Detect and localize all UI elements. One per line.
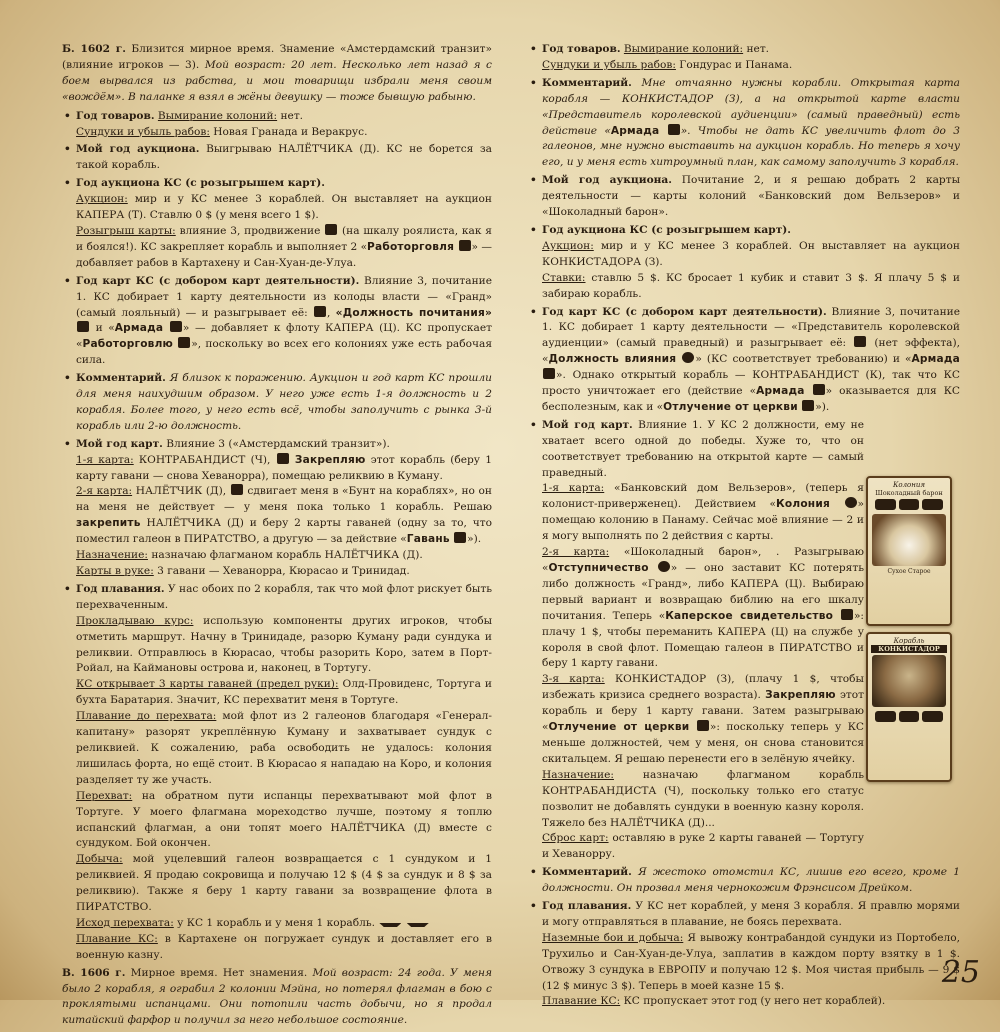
year-1606-entry: В. 1606 г. Мирное время. Нет знамения. Мой возраст: 24 года. У меня было 2 корабля, я ограбил 2 колонии Мэйна, но потерял флагман в бою с проклятыми испанцами. Они потопили часть добычи, но я продал китайский фарфор и получил за него небольшое состояние. [62, 966, 492, 1027]
ship-armada-icon [543, 368, 555, 379]
my-cards-year-item: • Мой год карт. Влияние 3 («Амстердамский транзит»). 1-я карта: КОНТРАБАНДИСТ (Ч), Закрепляю этот корабль (беру 1 карту гавани — снова Хеванорра), помещаю реликвию в Куману. 2-я карта: НАЛЁТЧИК (Д), сдвигает меня в «Бунт на кораблях», но он на меня не действует — у меня пока только 1 корабль. Решаю закрепить НАЛЁТЧИКА (Д) и беру 2 карты гаваней (одну за то, что поместил галеон в ПИРАТСТВО, а другую — за действие «Гавань »). Назначение: назначаю флагманом корабль НАЛЁТЧИКА (Д). Карты в руке: 3 гавани — Хеванорра, Кюрасао и Тринидад. [62, 437, 492, 580]
comment-item-2: • Комментарий. Мне отчаянно нужны корабли. Открытая карта корабля — КОНКИСТАДОР (З), а на открытой карте власти «Представитель королевской аудиенции» (самый праведный) есть действие «Армада ». Чтобы не дать КС увеличить флот до 3 галеонов, мне нужно выставить на аукцион корабль. Но теперь я хочу его, и у меня есть хитроумный план, как самому заполучить 3 корабля. [528, 76, 960, 171]
ks-cards-year-item-2: • Год карт КС (с добором карт деятельности). Влияние 3, почитание 1. КС добирает 1 карту деятельности — «Представитель королевской аудиенции» (самый праведный) и разыгрывает её: (нет эффекта), «Должность влияния » (КС соответствует требованию) и «Армада ». Однако открытый корабль — КОНТРАБАНДИСТ (К), так что КС просто уничтожает его (действие «Армада » оказывается для КС бесполезным, как и «Отлучение от церкви »). [528, 305, 960, 416]
ship-armada-icon [668, 124, 680, 135]
ship-icon [407, 917, 429, 927]
ks-auction-item: • Год аукциона КС (с розыгрышем карт). Аукцион: мир и у КС менее 3 кораблей. Он выставляет на аукцион КАПЕРА (Т). Ставлю 0 $ (у меня всего 1 $). Розыгрыш карты: влияние 3, продвижение (на шкалу роялиста, как я и боялся!). КС закрепляет корабль и выполняет 2 «Работорговля » — добавляет рабов в Картахену и Сан-Хуан-де-Улуа. [62, 176, 492, 271]
slave-icon [459, 240, 471, 251]
ks-cards-year-item: • Год карт КС (с добором карт деятельности). Влияние 3, почитание 1. КС добирает 1 карту деятельности из колоды власти — «Гранд» (самый лояльный) — и разыгрывает её: , «Должность почитания» и «Армада » — добавляет к флоту КАПЕРА (Ц). КС пропускает «Работорговлю », поскольку во всех его колониях уже есть рабочая сила. [62, 274, 492, 369]
apostasy-icon [658, 561, 670, 572]
comment-item: • Комментарий. Я близок к поражению. Аукцион и год карт КС прошли для меня наихудшим образом. У него уже есть 1-я должность и 2 корабля. Более того, у него есть всё, чтобы заполучить с рынка 3-й корабль или 2-ю должность. [62, 371, 492, 435]
anchor-icon [277, 453, 289, 464]
my-auction-item-2: • Мой год аукциона. Почитание 2, и я решаю добрать 2 карты деятельности — карты колоний «Банковский дом Вельзеров» и «Шоколадный барон». [528, 173, 960, 221]
colony-icon [845, 497, 857, 508]
page-number: 25 [941, 955, 980, 990]
goods-year-item-2: • Год товаров. Вымирание колоний: нет. Сундуки и убыль рабов: Гондурас и Панама. [528, 42, 960, 74]
left-column [62, 42, 492, 1032]
colony-card-chocolate-baron: Колония Шоколадный барон Сухое Старое [866, 476, 952, 626]
my-auction-item: • Мой год аукциона. Выигрываю НАЛЁТЧИКА (Д). КС не борется за такой корабль. [62, 142, 492, 174]
sailing-year-item: • Год плавания. У нас обоих по 2 корабля, так что мой флот рискует быть перехваченным. Прокладываю курс: использую компоненты других игроков, чтобы отметить маршрут. Начну в Тринидаде, разорю Куману ради сундука и реликвии. Отправлюсь в Кюрасао, чтобы разорить Коро, затем в Порт-Ройал, на Каймановы острова и, наконец, в Тортугу. КС открывает 3 карты гаваней (предел руки): Олд-Провиденс, Тортуга и бухта Баратария. Значит, КС перехватит меня в Тортуге. Плавание до перехвата: мой флот из 2 галеонов благодаря «Генерал-капитану» разорят укреплённую Куману и захватывает сундук с реликвией. К сожалению, раба освободить не удалось: колония лишилась форта, но ещё стоит. В Кюрасао я нападаю на Коро, и колония разделяет ту же участь. Перехват: на обратном пути испанцы перехватывают мой флот в Тортуге. У моего флагмана мореходство лучше, поэтому я топлю испанский флагман, а они топят моего НАЛЁТЧИКА (Д) вместе с сундуком. Бой окончен. Добыча: мой уцелевший галеон возвращается с 1 сундуком и 1 реликвией. Я продаю сокровища и получаю 12 $ (4 $ за сундук и 8 $ за реликвию). Также я беру 1 карту гавани за возвращение флота в ПИРАТСТВО. Исход перехвата: у КС 1 корабль и у меня 1 корабль. Плавание КС: в Картахене он погружает сундук и доставляет его в военную казну. [62, 582, 492, 964]
mutiny-icon [231, 484, 243, 495]
coffee-cup-art [872, 514, 946, 566]
conquistador-portrait-art [872, 655, 946, 707]
year-1602-entry: Б. 1602 г. Близится мирное время. Знамение «Амстердамский транзит» (влияние игроков — 3). Мой возраст: 20 лет. Несколько лет назад я с боем вырвался из рабства, и мои товарищи избрали меня своим «вождём». В паланке я взял в жёны девушку — тоже бывшую рабыню. [62, 43, 492, 103]
bible-icon [77, 321, 89, 332]
fleur-de-lis-icon [314, 306, 326, 317]
comment-item-3: • Комментарий. Я жестоко отомстил КС, лишив его всего, кроме 1 должности. Он прозвал меня чернокожим Фрэнсисом Дрейком. [528, 865, 960, 897]
harbor-icon [454, 532, 466, 543]
influence-icon [682, 352, 694, 363]
cross-icon [697, 720, 709, 731]
slave-icon [178, 337, 190, 348]
ship-armada-icon [813, 384, 825, 395]
ship-armada-icon [170, 321, 182, 332]
ship-card-conquistador: Корабль КОНКИСТАДОР [866, 632, 952, 782]
fleur-de-lis-icon [325, 224, 337, 235]
card-icons [871, 709, 947, 724]
ks-auction-item-2: • Год аукциона КС (с розыгрышем карт). Аукцион: мир и у КС менее 3 кораблей. Он выставляет на аукцион КОНКИСТАДОРА (З). Ставки: ставлю 5 $. КС бросает 1 кубик и ставит 3 $. Я плачу 5 $ и забираю корабль. [528, 223, 960, 303]
ship-icon [379, 917, 401, 927]
my-cards-year-item-2: • Мой год карт. Влияние 1. У КС 2 должности, ему не хватает всего одной до победы. Хуже то, что он соответствует требованию на открытой карте — самый праведный. 1-я карта: «Банковский дом Вельзеров», (теперь я колонист-приверженец). Действием «Колония » помещаю колонию в Панаму. Сейчас моё влияние — 2 и я могу выполнять по 2 действия с карты. 2-я карта: «Шоколадный барон», . Разыгрываю «Отступничество » — оно заставит КС потерять либо должность «Гранд», либо КАПЕРА (Ц). Выбираю первый вариант и возвращаю библию на его шкалу почитания. Теперь «Каперское свидетельство »: плачу 1 $, чтобы переманить КАПЕРА (Ц) на службе у короля в свой флот. Помещаю галеон в ПИРАТСТВО и беру 1 карту гавани. 3-я карта: КОНКИСТАДОР (З), (плачу 1 $, чтобы избежать кризиса среднего возраста). Закрепляю этот корабль и беру 1 карту гавани. Затем разыгрываю «Отлучение от церкви »: поскольку теперь у КС меньше должностей, чем у меня, он снова становится скитальцем. Я решаю перенести его в зелёную ячейку. Назначение: назначаю флагманом корабль КОНТРАБАНДИСТА (Ч), поскольку только его статус позволит не добавлять сундуки в военную казну короля. Тяжело без НАЛЁТЧИКА (Д)... Сброс карт: оставляю в руке 2 карты гаваней — Тортугу и Хеванорру. [528, 418, 960, 863]
card-icons [871, 497, 947, 512]
sailing-year-item-2: • Год плавания. У КС нет кораблей, у меня 3 корабля. Я правлю морями и могу отправляться в плавание, не боясь перехвата. Наземные бои и добыча: Я вывожу контрабандой сундуки из Портобело, Трухильо и Сан-Хуан-де-Улуа, заплатив в каждом порту взятку в 1 $. Отвожу 3 сундука в ЕВРОПУ и получаю 12 $. Моя чистая прибыль — 9 $ (12 $ минус 3 $). Теперь в моей казне 15 $. Плавание КС: КС пропускает этот год (у него нет кораблей). [528, 899, 960, 1010]
privateer-icon [841, 609, 853, 620]
fleur-de-lis-icon [854, 336, 866, 347]
cross-icon [802, 400, 814, 411]
goods-year-item: • Год товаров. Вымирание колоний: нет. Сундуки и убыль рабов: Новая Гранада и Веракрус. [62, 109, 492, 141]
